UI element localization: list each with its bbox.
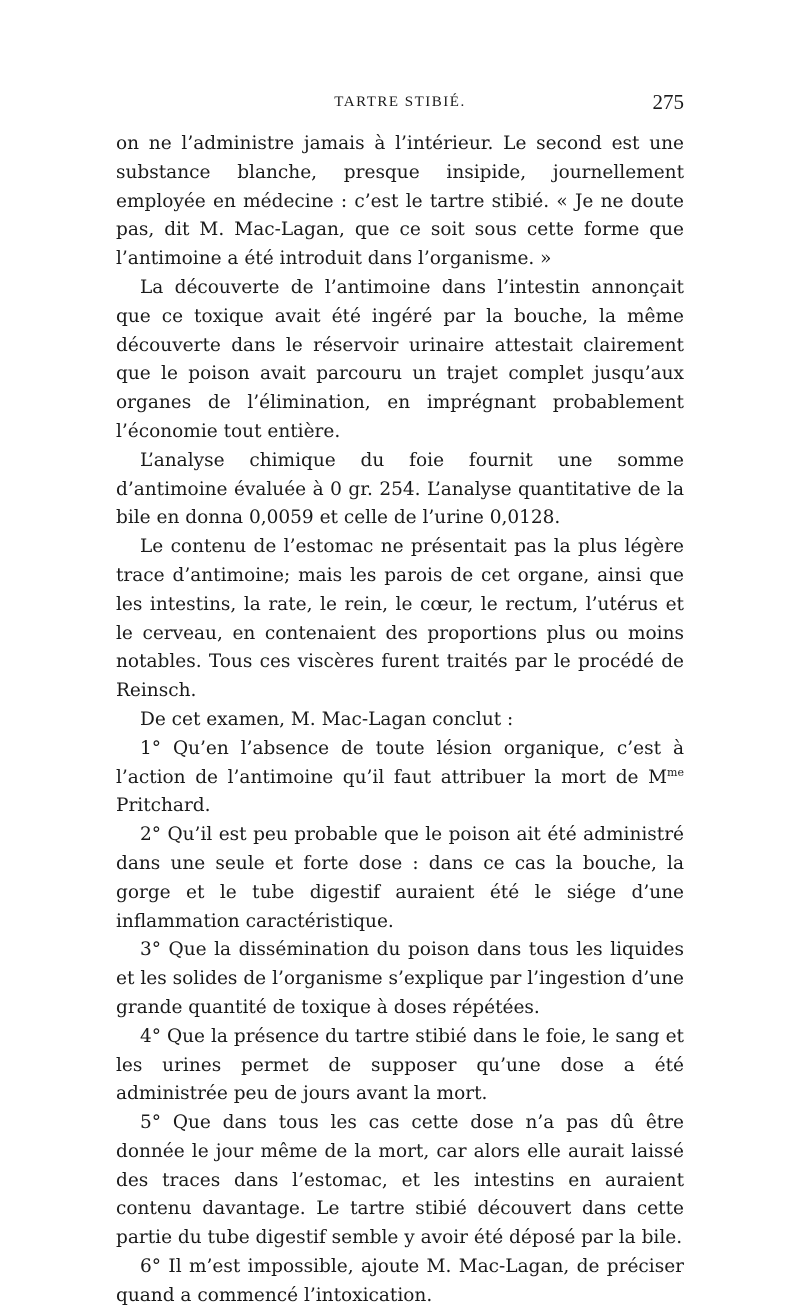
conclusion-item-4: 4° Que la présence du tartre stibié dans le foie, le sang et les urines permet de supposer qu’une dose a été administrée peu de jours avant la mort. [116, 1025, 684, 1105]
paragraph: La découverte de l’antimoine dans l’intestin annonçait que ce toxique avait été ingéré par la bouche, la même découverte dans le réservoir urinaire attestait clairement que le poison avait parcouru un trajet complet jusqu’aux organes de l’élimination, en imprégnant probablement l’économie tout entière. [116, 276, 684, 442]
paragraph: Le contenu de l’estomac ne présentait pas la plus légère trace d’antimoine; mais les parois de cet organe, ainsi que les intestins, la rate, le rein, le cœur, le rectum, l’utérus et le cerveau, en contenaient des proportions plus ou moins notables. Tous ces viscères furent traités par le procédé de Reinsch. [116, 536, 684, 702]
page-number: 275 [652, 90, 684, 114]
conclusion-item-3: 3° Que la dissémination du poison dans tous les liquides et les solides de l’organisme s’explique par l’ingestion d’une grande quantité de toxique à doses répétées. [116, 939, 684, 1018]
paragraph: L’analyse chimique du foie fournit une somme d’antimoine évaluée à 0 gr. 254. L’analyse quantitative de la bile en donna 0,0059 et celle de l’urine 0,0128. [116, 449, 684, 529]
conclusion-text-end: Pritchard. [116, 795, 211, 817]
conclusion-item-1 [116, 735, 684, 821]
conclusion-item-5: 5° Que dans tous les cas cette dose n’a pas dû être donnée le jour même de la mort, car alors elle aurait laissé des traces dans l’estomac, et les intestins en auraient contenu davantage. Le tartre stibié découvert dans cette partie du tube digestif semble y avoir été déposé par la bile. [116, 1112, 684, 1249]
paragraph: De cet examen, M. Mac-Lagan conclut : [140, 708, 514, 730]
title-abbreviation: me [667, 765, 684, 779]
conclusion-item-6: 6° Il m’est impossible, ajoute M. Mac-Lagan, de préciser quand a commencé l’intoxication. [116, 1256, 684, 1306]
conclusion-text: 1° Qu’en l’absence de toute lésion organique, c’est à l’action de l’antimoine qu’il faut attribuer la mort de M [116, 737, 684, 788]
running-head [116, 90, 684, 120]
paragraph-continuation: on ne l’administre jamais à l’intérieur. Le second est une substance blanche, presque insipide, journellement employée en médecine : c’est le tartre stibié. « Je ne doute pas, dit M. Mac-Lagan, que ce soit sous cette forme que l’antimoine a été introduit dans l’organisme. » [116, 133, 684, 270]
running-title: TARTRE STIBIÉ. [334, 94, 466, 110]
body-text [116, 130, 684, 1311]
conclusion-item-2: 2° Qu’il est peu probable que le poison ait été administré dans une seule et forte dose : dans ce cas la bouche, la gorge et le tube digestif auraient été le siége d’une inflammation caractéristique. [116, 824, 684, 932]
